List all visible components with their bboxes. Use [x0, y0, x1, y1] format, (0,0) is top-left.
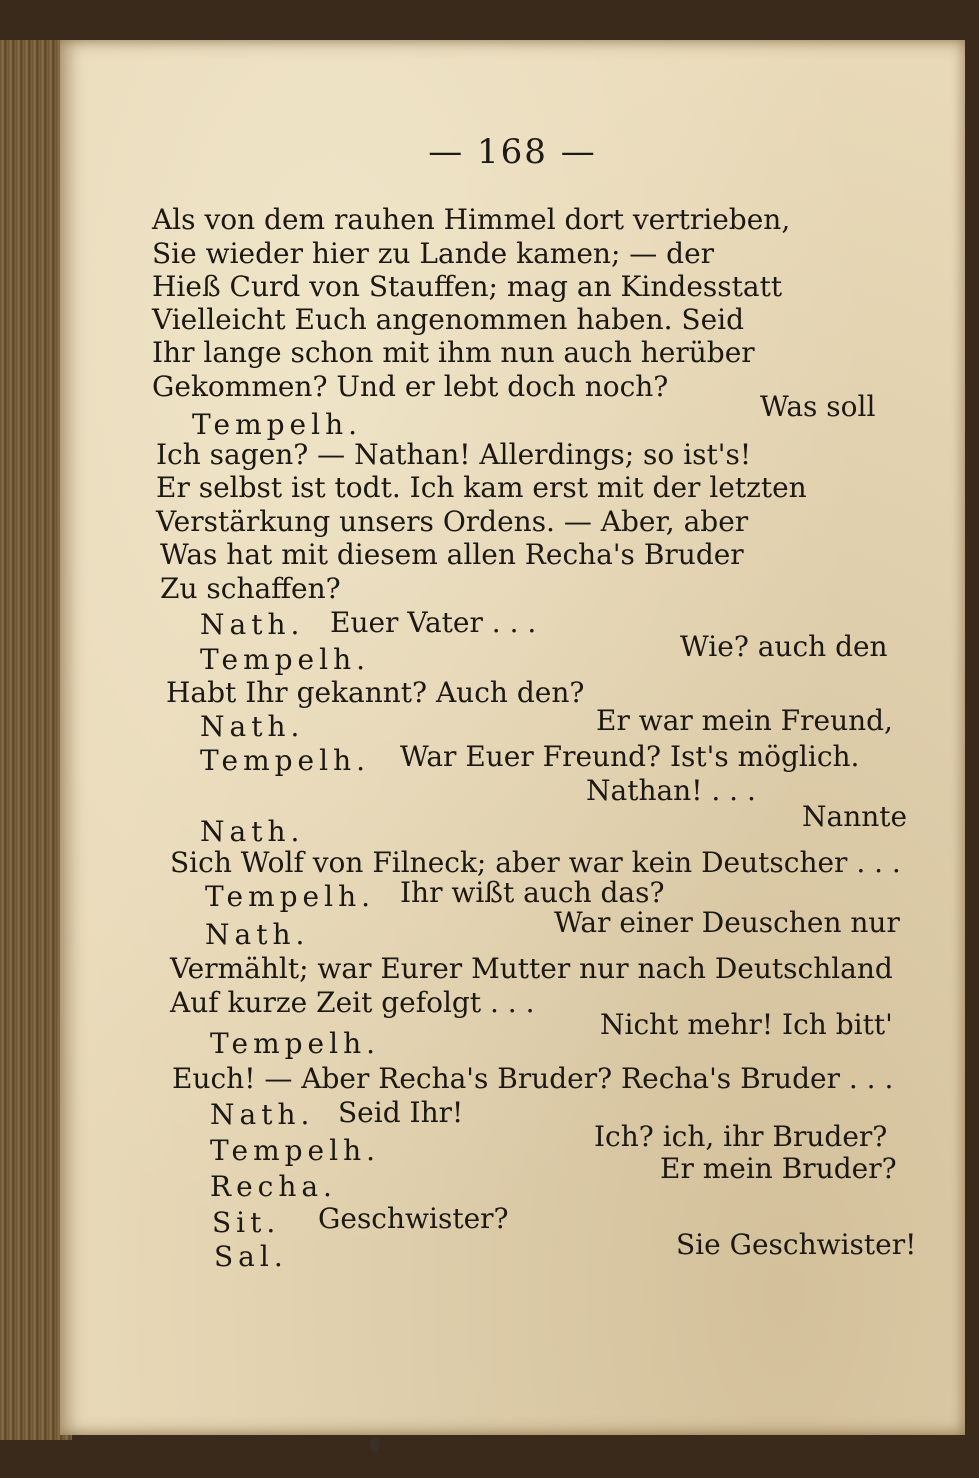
text-line: Sie wieder hier zu Lande kamen; — der: [152, 237, 715, 270]
text-line: Habt Ihr gekannt? Auch den?: [166, 676, 585, 709]
text-line: War Euer Freund? Ist's möglich.: [400, 740, 860, 773]
ink-spot: [370, 1438, 380, 1452]
text-line: Ihr lange schon mit ihm nun auch herüber: [152, 336, 755, 369]
text-line: Er mein Bruder?: [660, 1152, 897, 1185]
text-line: Seid Ihr!: [338, 1096, 464, 1129]
speaker-label: Sal.: [214, 1240, 288, 1273]
text-line: Nannte: [802, 800, 908, 833]
text-line: Er war mein Freund,: [596, 704, 893, 737]
text-line: Nicht mehr! Ich bitt': [600, 1008, 893, 1041]
text-line: Euer Vater . . .: [330, 606, 537, 639]
text-line: Hieß Curd von Stauffen; mag an Kindesstatt: [152, 270, 783, 303]
text-line: Gekommen? Und er lebt doch noch?: [152, 370, 669, 403]
text-line: Auf kurze Zeit gefolgt . . .: [170, 986, 535, 1019]
text-line: War einer Deuschen nur: [554, 906, 900, 939]
text-line: Zu schaffen?: [160, 572, 341, 605]
page-number: — 168 —: [428, 132, 597, 172]
text-line: Vermählt; war Eurer Mutter nur nach Deutschland: [170, 952, 893, 985]
speaker-label: Tempelh.: [205, 880, 376, 913]
speaker-label: Tempelh.: [192, 408, 363, 441]
text-line: Ihr wißt auch das?: [400, 876, 665, 909]
speaker-label: Tempelh.: [210, 1134, 381, 1167]
speaker-label: Nath.: [205, 918, 310, 951]
text-line: Sich Wolf von Filneck; aber war kein Deutscher . . .: [170, 846, 901, 879]
text-line: Nathan! . . .: [586, 774, 756, 807]
speaker-label: Nath.: [200, 710, 305, 743]
speaker-label: Sit.: [212, 1206, 281, 1239]
text-line: Sie Geschwister!: [676, 1228, 917, 1261]
text-line: Als von dem rauhen Himmel dort vertrieben,: [152, 203, 791, 236]
text-line: Was soll: [760, 390, 876, 423]
text-line: Verstärkung unsers Ordens. — Aber, aber: [156, 505, 749, 538]
speaker-label: Nath.: [210, 1098, 315, 1131]
text-line: Geschwister?: [318, 1202, 509, 1235]
speaker-label: Tempelh.: [210, 1027, 381, 1060]
speaker-label: Recha.: [210, 1170, 337, 1203]
text-line: Euch! — Aber Recha's Bruder? Recha's Bruder . . .: [172, 1062, 894, 1095]
text-line: Ich? ich, ihr Bruder?: [594, 1120, 888, 1153]
speaker-label: Nath.: [200, 608, 305, 641]
text-line: Vielleicht Euch angenommen haben. Seid: [152, 303, 745, 336]
text-line: Er selbst ist todt. Ich kam erst mit der letzten: [156, 471, 807, 504]
book-page: [60, 40, 965, 1435]
text-line: Was hat mit diesem allen Recha's Bruder: [160, 538, 744, 571]
speaker-label: Nath.: [200, 815, 305, 848]
text-line: Ich sagen? — Nathan! Allerdings; so ist's!: [156, 438, 752, 471]
text-line: Wie? auch den: [680, 630, 888, 663]
speaker-label: Tempelh.: [200, 643, 371, 676]
speaker-label: Tempelh.: [200, 744, 371, 777]
